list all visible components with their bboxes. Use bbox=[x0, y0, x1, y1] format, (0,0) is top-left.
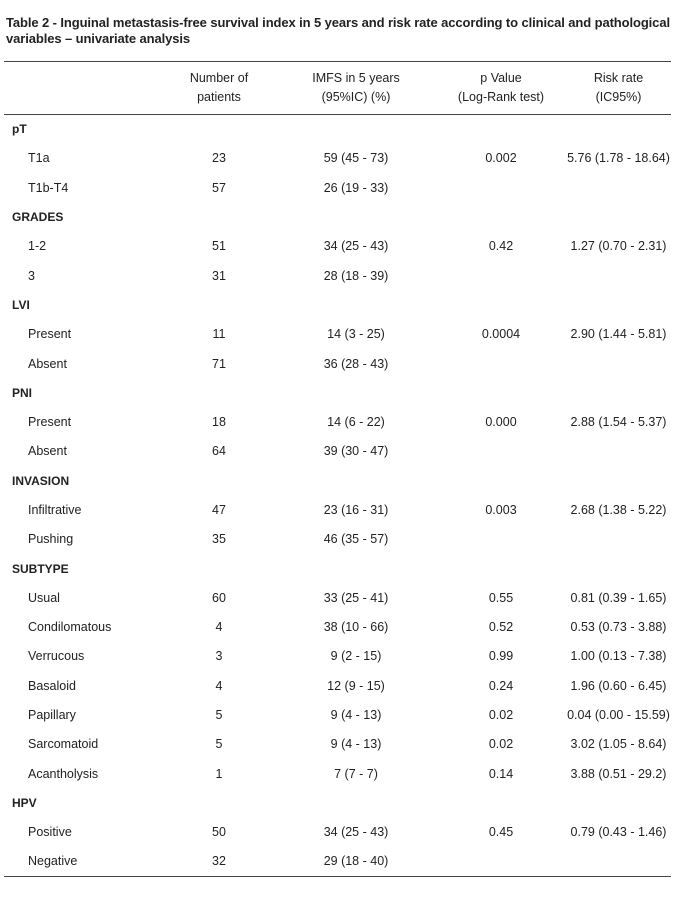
cell-imfs: 34 (25 - 43) bbox=[323, 239, 389, 254]
cell-patients: 50 bbox=[212, 825, 226, 840]
cell-p-value: 0.55 bbox=[488, 590, 514, 605]
group-row bbox=[4, 115, 671, 144]
cell-p-value: 0.24 bbox=[488, 678, 514, 693]
cell-patients: 4 bbox=[215, 620, 223, 635]
group-title: HPV bbox=[12, 795, 37, 810]
cell-risk-rate: 2.90 (1.44 - 5.81) bbox=[570, 327, 667, 342]
cell-risk-rate bbox=[566, 847, 671, 876]
cell-p-value bbox=[436, 261, 566, 290]
table-caption: Table 2 - Inguinal metastasis-free survival index in 5 years and risk rate according to clinical and pathological variables – univariate analysis bbox=[6, 15, 670, 46]
cell-imfs: 36 (28 - 43) bbox=[323, 356, 389, 371]
cell-p-value bbox=[436, 525, 566, 554]
cell-imfs: 9 (4 - 13) bbox=[330, 737, 382, 752]
group-title: SUBTYPE bbox=[12, 561, 69, 576]
table-row bbox=[4, 583, 671, 612]
row-label: Absent bbox=[28, 356, 67, 371]
cell-risk-rate: 0.53 (0.73 - 3.88) bbox=[570, 620, 667, 635]
column-header-line: p Value bbox=[480, 71, 522, 85]
cell-imfs: 33 (25 - 41) bbox=[323, 590, 389, 605]
cell-patients: 18 bbox=[212, 415, 226, 430]
column-header-p-value bbox=[436, 62, 566, 115]
column-header-line: (Log-Rank test) bbox=[457, 90, 545, 104]
cell-risk-rate bbox=[566, 261, 671, 290]
cell-risk-rate bbox=[566, 525, 671, 554]
column-header-patients bbox=[162, 62, 276, 115]
row-label: Negative bbox=[28, 854, 78, 869]
cell-patients: 71 bbox=[212, 356, 226, 371]
cell-imfs: 9 (2 - 15) bbox=[330, 649, 382, 664]
cell-patients: 3 bbox=[215, 649, 223, 664]
table-row bbox=[4, 759, 671, 788]
cell-patients: 60 bbox=[212, 590, 226, 605]
table-row bbox=[4, 261, 671, 290]
cell-p-value: 0.14 bbox=[488, 766, 514, 781]
cell-imfs: 7 (7 - 7) bbox=[334, 766, 378, 781]
row-label: Infiltrative bbox=[28, 503, 82, 517]
table-row bbox=[4, 495, 671, 524]
cell-patients: 1 bbox=[215, 766, 223, 781]
cell-patients: 4 bbox=[215, 678, 223, 693]
table-row bbox=[4, 144, 671, 173]
header-row bbox=[4, 62, 671, 115]
column-header-variable bbox=[4, 62, 162, 115]
row-label: 3 bbox=[28, 268, 35, 283]
group-title: pT bbox=[12, 122, 27, 137]
cell-patients: 11 bbox=[212, 327, 226, 342]
group-title: INVASION bbox=[12, 473, 70, 488]
cell-p-value: 0.99 bbox=[488, 649, 514, 664]
group-row bbox=[4, 290, 671, 319]
cell-risk-rate: 0.81 (0.39 - 1.65) bbox=[570, 590, 667, 605]
cell-imfs: 26 (19 - 33) bbox=[323, 180, 389, 195]
group-row bbox=[4, 788, 671, 817]
results-table-container bbox=[4, 61, 671, 877]
cell-imfs: 59 (45 - 73) bbox=[323, 151, 389, 166]
table-row bbox=[4, 642, 671, 671]
cell-imfs: 14 (3 - 25) bbox=[327, 327, 385, 342]
row-label: T1a bbox=[28, 151, 50, 166]
cell-patients: 51 bbox=[212, 239, 226, 254]
cell-p-value: 0.002 bbox=[485, 151, 517, 166]
cell-patients: 57 bbox=[212, 180, 226, 195]
cell-risk-rate: 2.68 (1.38 - 5.22) bbox=[570, 503, 667, 517]
cell-patients: 23 bbox=[212, 151, 226, 166]
table-row bbox=[4, 700, 671, 729]
table-row bbox=[4, 847, 671, 876]
row-label: Verrucous bbox=[28, 649, 85, 664]
cell-patients: 32 bbox=[212, 854, 226, 869]
cell-patients: 47 bbox=[212, 503, 226, 517]
cell-p-value bbox=[436, 847, 566, 876]
cell-risk-rate: 0.79 (0.43 - 1.46) bbox=[570, 825, 667, 840]
table-row bbox=[4, 173, 671, 202]
cell-imfs: 29 (18 - 40) bbox=[323, 854, 389, 869]
cell-p-value: 0.000 bbox=[485, 415, 517, 430]
cell-risk-rate: 5.76 (1.78 - 18.64) bbox=[567, 151, 670, 166]
cell-patients: 5 bbox=[215, 708, 223, 723]
cell-risk-rate: 3.02 (1.05 - 8.64) bbox=[570, 737, 667, 752]
cell-risk-rate bbox=[566, 349, 671, 378]
cell-risk-rate bbox=[566, 437, 671, 466]
group-title: PNI bbox=[12, 385, 33, 400]
row-label: Condilomatous bbox=[28, 620, 112, 635]
table-row bbox=[4, 349, 671, 378]
cell-risk-rate: 1.00 (0.13 - 7.38) bbox=[570, 649, 667, 664]
cell-p-value: 0.003 bbox=[485, 503, 517, 517]
group-title: LVI bbox=[12, 297, 30, 312]
cell-imfs: 34 (25 - 43) bbox=[323, 825, 389, 840]
table-row bbox=[4, 671, 671, 700]
cell-imfs: 14 (6 - 22) bbox=[327, 415, 385, 430]
cell-imfs: 9 (4 - 13) bbox=[330, 708, 382, 723]
cell-p-value bbox=[436, 437, 566, 466]
column-header-line: (95%IC) (%) bbox=[321, 90, 391, 104]
row-label: Acantholysis bbox=[28, 766, 99, 781]
cell-patients: 35 bbox=[212, 532, 226, 547]
table-row bbox=[4, 613, 671, 642]
table-row bbox=[4, 437, 671, 466]
cell-imfs: 23 (16 - 31) bbox=[323, 503, 389, 517]
table-row bbox=[4, 818, 671, 847]
row-label: Present bbox=[28, 327, 72, 342]
cell-risk-rate: 0.04 (0.00 - 15.59) bbox=[567, 708, 670, 723]
row-label: Basaloid bbox=[28, 678, 76, 693]
table-row bbox=[4, 320, 671, 349]
cell-imfs: 38 (10 - 66) bbox=[323, 620, 389, 635]
cell-imfs: 39 (30 - 47) bbox=[323, 444, 389, 459]
row-label: T1b-T4 bbox=[28, 180, 69, 195]
group-row bbox=[4, 202, 671, 231]
column-header-line: Number of bbox=[189, 71, 249, 85]
table-row bbox=[4, 730, 671, 759]
group-row bbox=[4, 554, 671, 583]
cell-patients: 31 bbox=[212, 268, 226, 283]
cell-imfs: 12 (9 - 15) bbox=[327, 678, 385, 693]
cell-patients: 64 bbox=[212, 444, 226, 459]
cell-risk-rate: 2.88 (1.54 - 5.37) bbox=[570, 415, 667, 430]
table-row bbox=[4, 232, 671, 261]
cell-p-value: 0.42 bbox=[488, 239, 514, 254]
row-label: Papillary bbox=[28, 708, 76, 723]
row-label: Present bbox=[28, 415, 72, 430]
column-header-line: IMFS in 5 years bbox=[312, 71, 400, 85]
cell-p-value bbox=[436, 173, 566, 202]
row-label: Usual bbox=[28, 590, 60, 605]
cell-patients: 5 bbox=[215, 737, 223, 752]
column-header-line: patients bbox=[197, 90, 241, 104]
results-table bbox=[4, 61, 671, 877]
group-title: GRADES bbox=[12, 210, 64, 225]
table-body bbox=[4, 115, 671, 877]
row-label: Positive bbox=[28, 825, 72, 840]
row-label: 1-2 bbox=[28, 239, 47, 254]
cell-imfs: 28 (18 - 39) bbox=[323, 268, 389, 283]
cell-risk-rate: 3.88 (0.51 - 29.2) bbox=[570, 766, 667, 781]
cell-p-value: 0.0004 bbox=[481, 327, 521, 342]
cell-p-value: 0.02 bbox=[488, 737, 514, 752]
cell-p-value: 0.52 bbox=[488, 620, 514, 635]
column-header-imfs bbox=[276, 62, 436, 115]
cell-risk-rate bbox=[566, 173, 671, 202]
column-header-line: (IC95%) bbox=[595, 90, 642, 104]
column-header-line: Risk rate bbox=[593, 71, 644, 85]
row-label: Sarcomatoid bbox=[28, 737, 99, 752]
row-label: Absent bbox=[28, 444, 67, 459]
cell-p-value: 0.45 bbox=[488, 825, 514, 840]
table-row bbox=[4, 525, 671, 554]
cell-p-value bbox=[436, 349, 566, 378]
column-header-risk-rate bbox=[566, 62, 671, 115]
group-row bbox=[4, 378, 671, 407]
cell-risk-rate: 1.96 (0.60 - 6.45) bbox=[570, 678, 667, 693]
cell-risk-rate: 1.27 (0.70 - 2.31) bbox=[570, 239, 667, 254]
table-row bbox=[4, 407, 671, 436]
row-label: Pushing bbox=[28, 532, 74, 547]
table-header bbox=[4, 62, 671, 115]
group-row bbox=[4, 466, 671, 495]
cell-imfs: 46 (35 - 57) bbox=[323, 532, 389, 547]
cell-p-value: 0.02 bbox=[488, 708, 514, 723]
